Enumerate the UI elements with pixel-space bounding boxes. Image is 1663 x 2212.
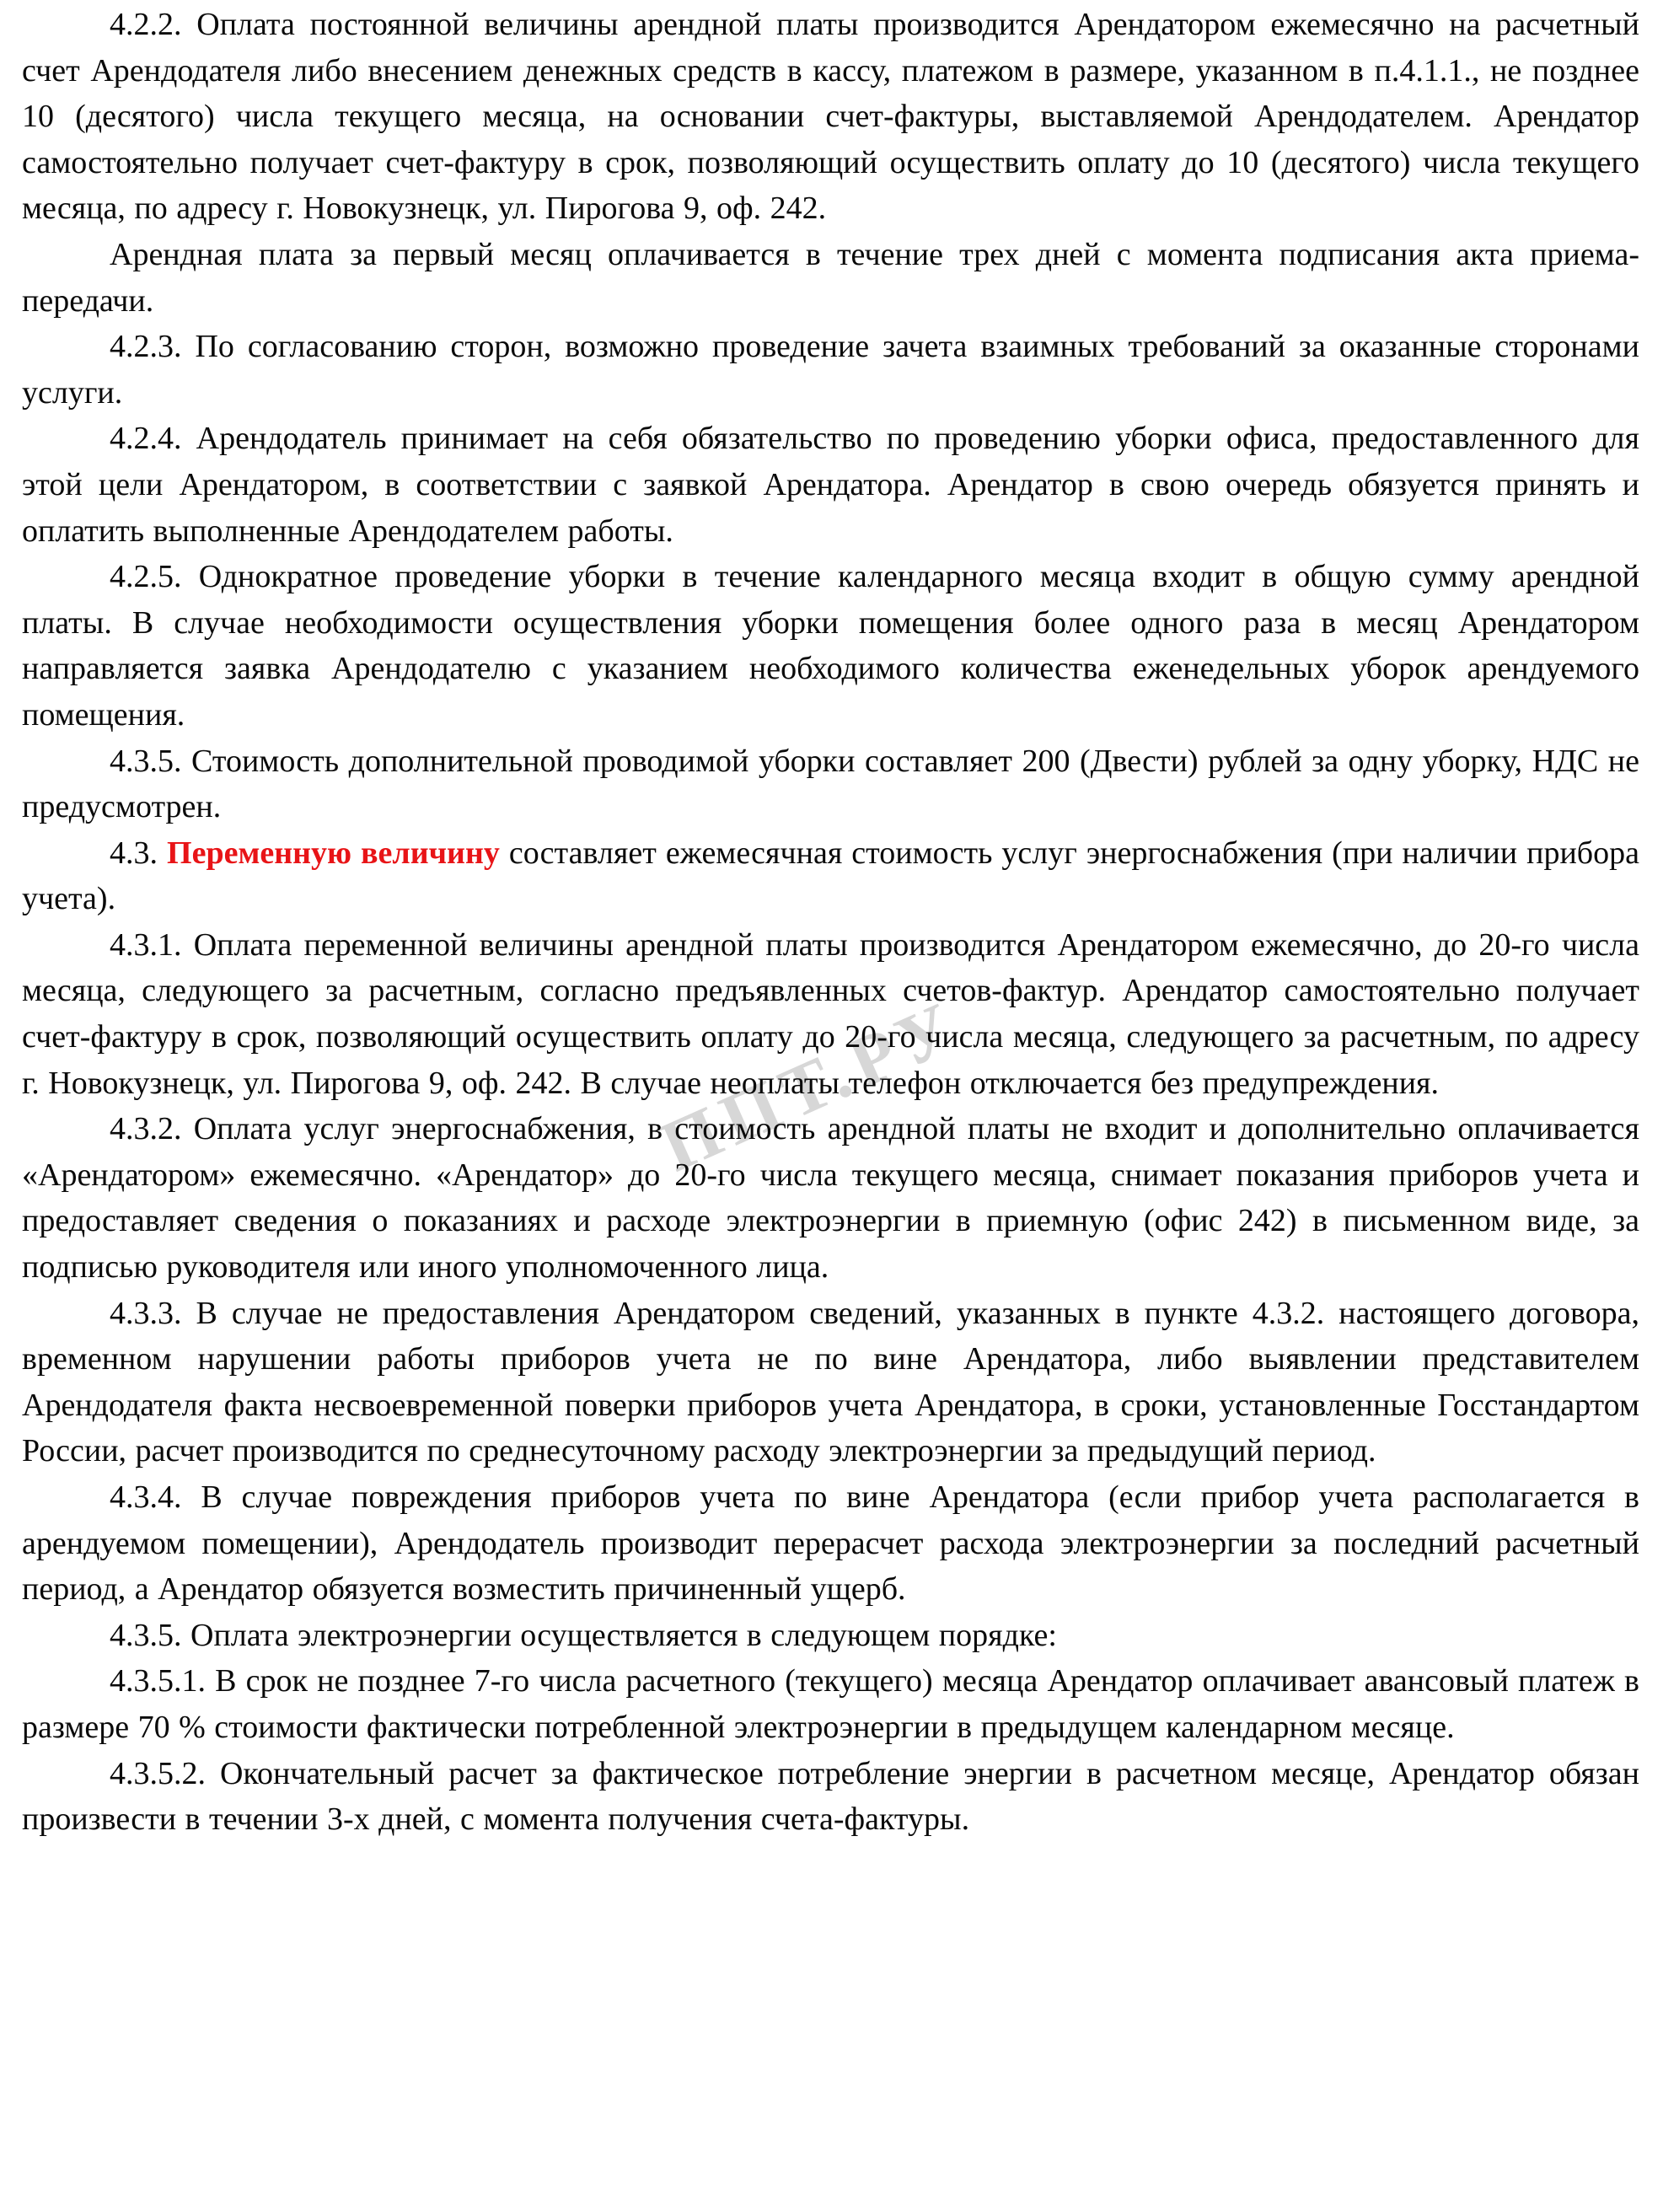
paragraph (22, 1658, 1639, 1750)
paragraph (22, 1106, 1639, 1290)
text-run: 4.3.5. Стоимость дополнительной проводимой уборки составляет 200 (Двести) рублей за одну уборку, НДС не предусмотрен. (22, 743, 1639, 825)
paragraph (22, 2, 1639, 232)
text-run: 4.2.2. Оплата постоянной величины арендной платы производится Арендатором ежемесячно на расчетный счет Арендодателя либо внесением денежных средств в кассу, платежом в размере, указанном в п.4.1.1., не позднее 10 (десятого) числа текущего месяца, на основании счет-фактуры, выставляемой Арендодателем. Арендатор самостоятельно получает счет-фактуру в срок, позволяющий осуществить оплату до 10 (десятого) числа текущего месяца, по адресу г. Новокузнецк, ул. Пирогова 9, оф. 242. (22, 7, 1639, 227)
text-run: 4.3.5.2. Окончательный расчет за фактическое потребление энергии в расчетном месяце, Арендатор обязан произвести в течении 3-х дней, с момента получения счета-фактуры. (22, 1755, 1639, 1838)
text-run: 4.3. (110, 835, 168, 871)
paragraph (22, 1291, 1639, 1474)
text-run: 4.2.5. Однократное проведение уборки в течение календарного месяца входит в общую сумму арендной платы. В случае необходимости осуществления уборки помещения более одного раза в месяц Арендатором направляется заявка Арендодателю с указанием необходимого количества еженедельных уборок арендуемого помещения. (22, 559, 1639, 733)
text-run: составляет ежемесячная стоимость услуг энергоснабжения (при наличии прибора учета). (22, 835, 1639, 917)
text-run: 4.2.4. Арендодатель принимает на себя обязательство по проведению уборки офиса, предоставленного для этой цели Арендатором, в соответствии с заявкой Арендатора. Арендатор в свою очередь обязуется принять и оплатить выполненные Арендодателем работы. (22, 421, 1639, 549)
highlighted-text: Переменную величину (167, 835, 500, 871)
text-run: 4.3.1. Оплата переменной величины арендной платы производится Арендатором ежемесячно, до 20-го числа месяца, следующего за расчетным, согласно предъявленных счетов-фактур. Арендатор самостоятельно получает счет-фактуру в срок, позволяющий осуществить оплату до 20-го числа месяца, следующего за расчетным, по адресу г. Новокузнецк, ул. Пирогова 9, оф. 242. В случае неоплаты телефон отключается без предупреждения. (22, 926, 1639, 1101)
text-run: Арендная плата за первый месяц оплачивается в течение трех дней с момента подписания акта приема-передачи. (22, 236, 1639, 319)
text-run: 4.3.3. В случае не предоставления Арендатором сведений, указанных в пункте 4.3.2. настоящего договора, временном нарушении работы приборов учета не по вине Арендатора, либо выявлении представителем Арендодателя факта несвоевременной поверки приборов учета Арендатора, в сроки, установленные Госстандартом России, расчет производится по среднесуточному расходу электроэнергии за предыдущий период. (22, 1295, 1639, 1469)
document-content (22, 2, 1639, 1843)
paragraph (22, 554, 1639, 738)
paragraph (22, 1613, 1639, 1659)
paragraph (22, 1751, 1639, 1843)
paragraph (22, 232, 1639, 324)
paragraph (22, 738, 1639, 830)
text-run: 4.2.3. По согласованию сторон, возможно проведение зачета взаимных требований за оказанные сторонами услуги. (22, 329, 1639, 411)
text-run: 4.3.4. В случае повреждения приборов учета по вине Арендатора (если прибор учета располагается в арендуемом помещении), Арендодатель производит перерасчет расхода электроэнергии за последний расчетный период, а Арендатор обязуется возместить причиненный ущерб. (22, 1479, 1639, 1608)
text-run: 4.3.2. Оплата услуг энергоснабжения, в стоимость арендной платы не входит и дополнительно оплачивается «Арендатором» ежемесячно. «Арендатор» до 20-го числа текущего месяца, снимает показания приборов учета и предоставляет сведения о показаниях и расходе электроэнергии в приемную (офис 242) в письменном виде, за подписью руководителя или иного уполномоченного лица. (22, 1111, 1639, 1286)
text-run: 4.3.5.1. В срок не позднее 7-го числа расчетного (текущего) месяца Арендатор оплачивает авансовый платеж в размере 70 % стоимости фактически потребленной электроэнергии в предыдущем календарном месяце. (22, 1663, 1639, 1745)
watermark: ППТ.РУ (649, 983, 974, 1188)
paragraph (22, 416, 1639, 554)
paragraph (22, 830, 1639, 922)
paragraph (22, 922, 1639, 1106)
paragraph (22, 1474, 1639, 1613)
paragraph (22, 324, 1639, 416)
text-run: 4.3.5. Оплата электроэнергии осуществляется в следующем порядке: (110, 1617, 1057, 1653)
